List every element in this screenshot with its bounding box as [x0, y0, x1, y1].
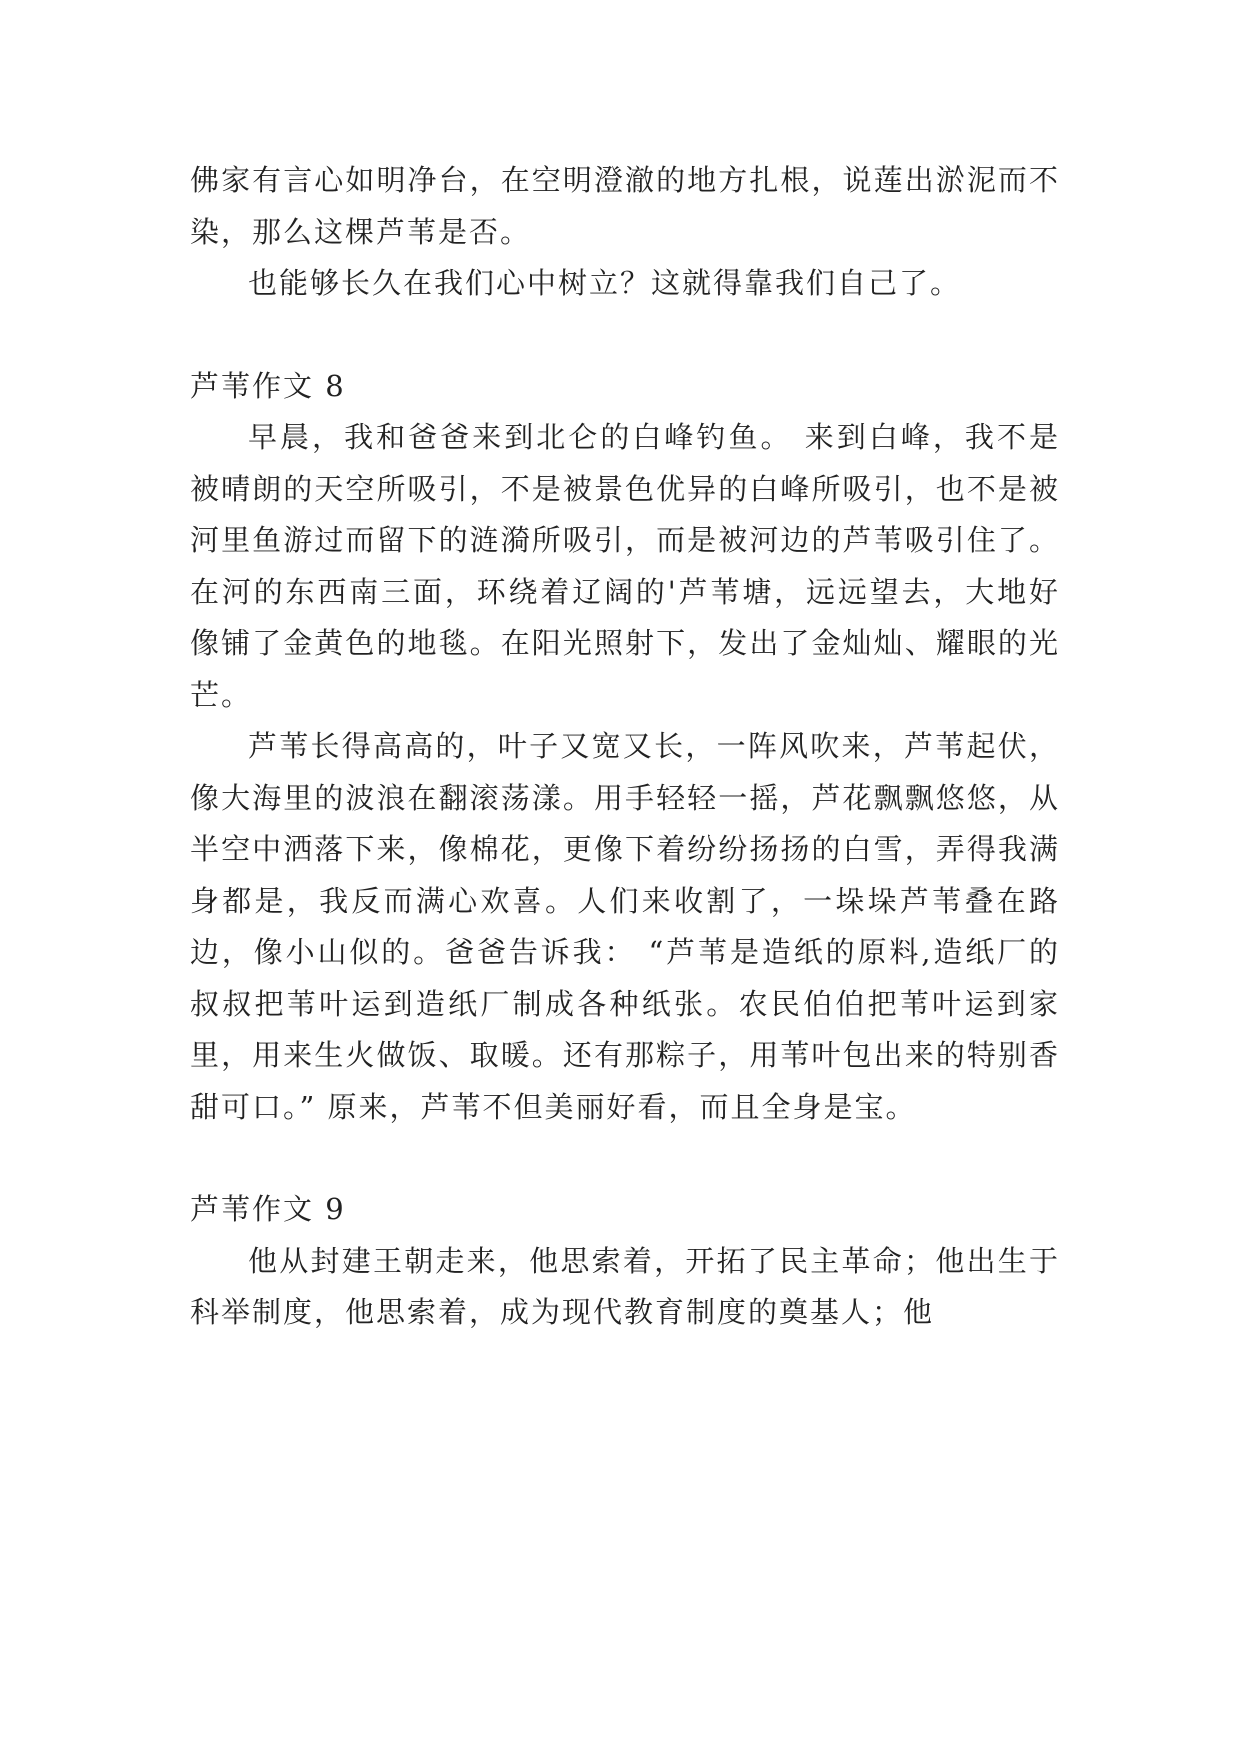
paragraph-8-1: 早晨，我和爸爸来到北仑的白峰钓鱼。 来到白峰，我不是被晴朗的天空所吸引，不是被景色优异的白峰所吸引，也不是被河里鱼游过而留下的涟漪所吸引，而是被河边的芦苇吸引住了。 在河的东西南三面，环绕着辽阔的'芦苇塘，远远望去，大地好像铺了金黄色的地毯。在阳光照射下，发出了金灿灿、耀眼的光芒。 [190, 420, 1060, 712]
essay-heading-9: 芦苇作文 9 [190, 1192, 346, 1226]
paragraph-9-1: 他从封建王朝走来，他思索着，开拓了民主革命；他出生于科举制度，他思索着，成为现代教育制度的奠基人；他 [190, 1243, 1060, 1329]
essay-heading-8: 芦苇作文 8 [190, 368, 346, 403]
paragraph-top-2: 也能够长久在我们心中树立？这就得靠我们自己了。 [248, 266, 962, 300]
paragraph-8-2: 芦苇长得高高的，叶子又宽又长，一阵风吹来，芦苇起伏，像大海里的波浪在翻滚荡漾。用手轻轻一摇，芦花飘飘悠悠，从半空中洒落下来，像棉花，更像下着纷纷扬扬的白雪，弄得我满身都是，我反而满心欢喜。人们来收割了，一垛垛芦苇叠在路边，像小山似的。爸爸告诉我： “芦苇是造纸的原料,造纸厂的叔叔把苇叶运到造纸厂制成各种纸张。农民伯伯把苇叶运到家里，用来生火做饭、取暖。还有那粽子，用苇叶包出来的特别香甜可口。” 原来，芦苇不但美丽好看，而且全身是宝。 [190, 729, 1060, 1124]
paragraph-top-1: 佛家有言心如明净台，在空明澄澈的地方扎根，说莲出淤泥而不染，那么这棵芦苇是否。 [190, 163, 1060, 249]
essay-text [190, 155, 1060, 1339]
